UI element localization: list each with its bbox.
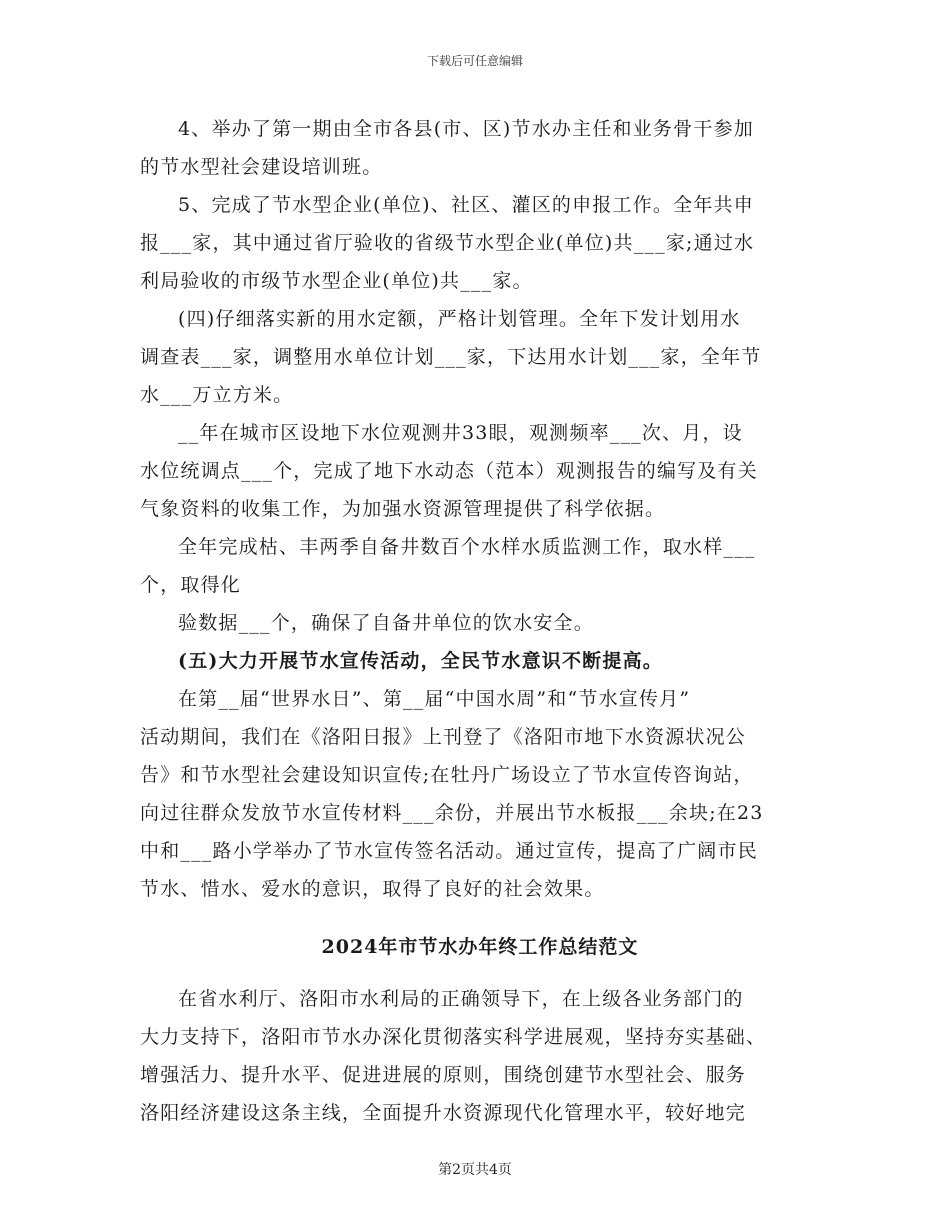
text-line: 4、举办了第一期由全市各县(市、区)节水办主任和业务骨干参加: [178, 118, 754, 140]
text-line: (五)大力开展节水宣传活动，全民节水意识不断提高。: [178, 650, 663, 672]
text-line: 水___万立方米。: [140, 384, 294, 406]
text-line: 向过往群众发放节水宣传材料___余份，并展出节水板报___余块;在23: [140, 802, 764, 824]
paragraph-closing: [140, 980, 820, 1132]
paragraph-groundwater-monitoring: [140, 414, 820, 528]
text-line: 气象资料的收集工作，为加强水资源管理提供了科学依据。: [140, 498, 666, 520]
page-footer: 第2页共4页: [438, 1162, 512, 1178]
text-line: 中和___路小学举办了节水宣传签名活动。通过宣传，提高了广阔市民: [140, 840, 758, 862]
text-line: 5、完成了节水型企业(单位)、社区、灌区的申报工作。全年共申: [178, 194, 754, 216]
text-line: 告》和节水型社会建设知识宣传;在牡丹广场设立了节水宣传咨询站，: [140, 764, 754, 786]
text-line: 的节水型社会建设培训班。: [140, 156, 383, 178]
subheading-publicity: [140, 642, 820, 680]
text-line: 调查表___家，调整用水单位计划___家，下达用水计划___家，全年节: [140, 346, 762, 368]
text-line: 报___家，其中通过省厅验收的省级节水型企业(单位)共___家;通过水: [140, 232, 755, 254]
text-line: 利局验收的市级节水型企业(单位)共___家。: [140, 270, 533, 292]
text-line: 水位统调点___个，完成了地下水动态（范本）观测报告的编写及有关: [140, 460, 758, 482]
paragraph-water-quota: [140, 300, 820, 414]
paragraph-water-quality: [140, 528, 820, 604]
text-line: 在省水利厅、洛阳市水利局的正确领导下，在上级各业务部门的: [178, 988, 744, 1010]
text-line: 增强活力、提升水平、促进进展的原则，围绕创建节水型社会、服务: [140, 1064, 747, 1086]
text-line: 节水、惜水、爱水的意识，取得了良好的社会效果。: [140, 878, 605, 900]
page-header: 下载后可任意编辑: [426, 54, 523, 68]
text-line: 洛阳经济建设这条主线，全面提升水资源现代化管理水平，较好地完: [140, 1102, 747, 1124]
text-line: (四)仔细落实新的用水定额，严格计划管理。全年下发计划用水: [178, 308, 741, 330]
paragraph-test-data: [140, 604, 820, 642]
paragraph-enterprise-declaration: [140, 186, 820, 300]
text-line: 验数据___个，确保了自备井单位的饮水安全。: [178, 612, 594, 634]
text-line: 活动期间，我们在《洛阳日报》上刊登了《洛阳市地下水资源状况公: [140, 726, 747, 748]
text-line: 全年完成枯、丰两季自备井数百个水样水质监测工作，取水样___: [178, 536, 756, 558]
text-line: 个，取得化: [140, 574, 242, 596]
section-title: 2024年市节水办年终工作总结范文: [321, 936, 639, 958]
paragraph-publicity-activities: [140, 680, 820, 908]
text-line: __年在城市区设地下水位观测井33眼，观测频率___次、月，设: [178, 422, 743, 444]
paragraph-training-class: [140, 110, 820, 186]
document-body: [140, 110, 820, 1132]
text-line: 在第__届“世界水日”、第__届“中国水周”和“节水宣传月”: [178, 688, 691, 710]
text-line: 大力支持下，洛阳市节水办深化贯彻落实科学进展观，坚持夯实基础、: [140, 1026, 767, 1048]
